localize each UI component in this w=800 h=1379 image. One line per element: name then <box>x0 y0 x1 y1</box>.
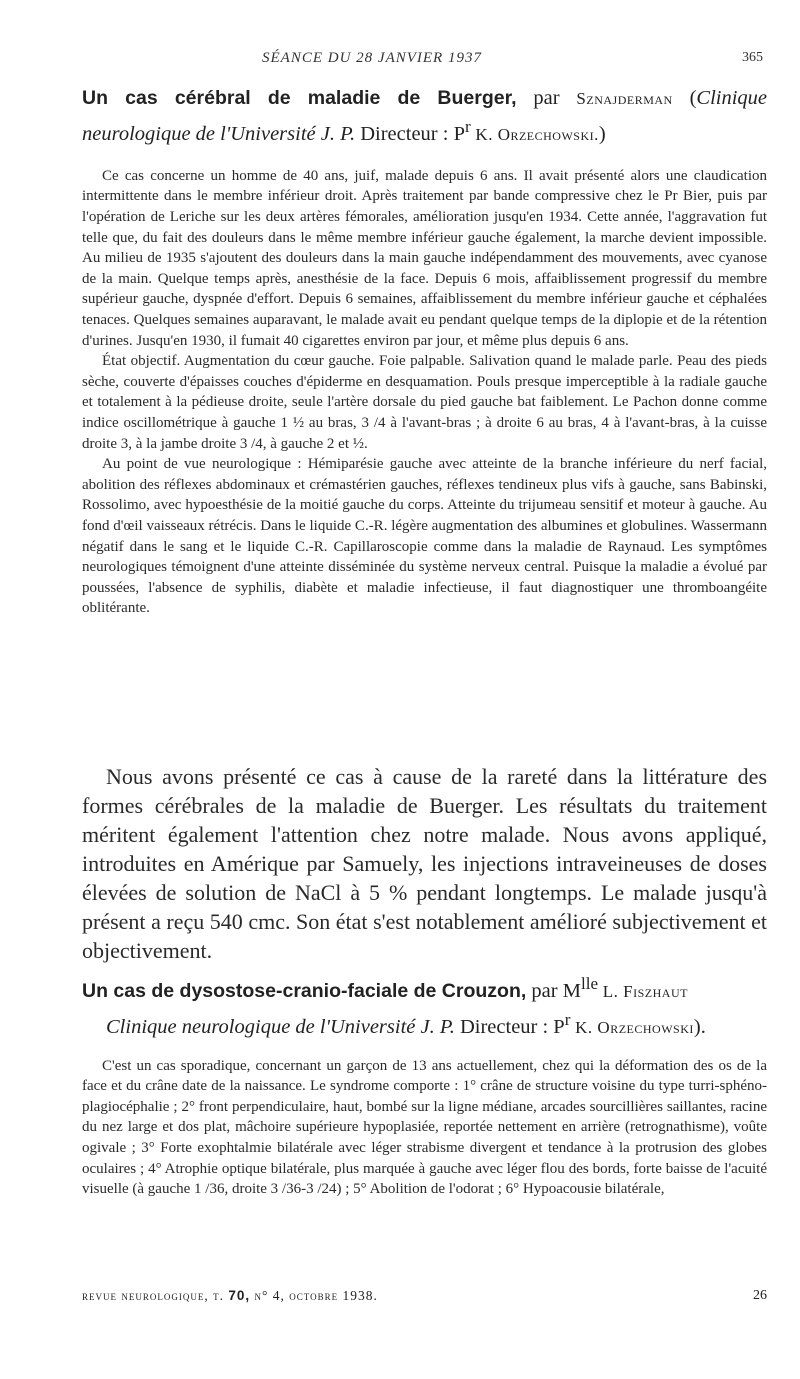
article-heading <box>82 84 767 149</box>
page-footer <box>82 1288 767 1308</box>
discussion-paragraph: Nous avons présenté ce cas à cause de la rareté dans la littérature des formes cérébrales de la maladie de Buerger. Les résultats du traitement méritent également l'attention chez notre malade. Nous avons appliqué, introduites en Amérique par Samuely, les injections intraveineuses de doses élevées de solution de NaCl à 5 % pendant longtemps. Le malade jusqu'à présent a reçu 540 cmc. Son état s'est notablement amélioré subjectivement et objectivement. <box>82 764 767 963</box>
page-number: 365 <box>742 50 763 65</box>
director-name: K. Orzechowski. <box>470 124 599 144</box>
by-word: par <box>516 87 577 109</box>
article-body <box>82 166 767 619</box>
syndrome-paragraph: C'est un cas sporadique, concernant un garçon de 13 ans actuellement, chez qui la déformation des os de la face et du crâne date de la naissance. Le syndrome comporte : 1° crâne de structure voisine du type turri-sphéno-plagiocéphalie ; 2° front perpendiculaire, haut, bombé sur la ligne médiane, arcades sourcillières saillantes, racine du nez large et dos plat, mâchoire supérieure hypoplasiée, reportée nettement en arrière (retrognathisme), voûte ogivale ; 3° Forte exophtalmie bilatérale avec léger strabisme divergent et tendance à la protrusion des globes oculaires ; 4° Atrophie optique bilatérale, plus marquée à gauche avec léger flou des bords, forte baisse de l'acuité visuelle (à gauche 1 /36, droite 3 /36-3 /24) ; 5° Abolition de l'odorat ; 6° Hypoacousie bilatérale, <box>82 1057 767 1198</box>
issue-date: n° 4, octobre 1938. <box>250 1288 378 1303</box>
clinic-name: Clinique neurologique de l'Université J. P. <box>106 1015 455 1038</box>
volume-number: 70, <box>228 1288 251 1303</box>
clinic-open: ( <box>672 87 697 109</box>
journal-citation <box>82 1288 378 1304</box>
clinic-close: ) <box>598 122 606 145</box>
director-title-sup: r <box>464 117 471 136</box>
director-name: K. Orzechowski <box>570 1017 694 1037</box>
by-word: par M <box>526 979 581 1002</box>
journal-name: revue neurologique, t. <box>82 1288 229 1303</box>
clinic-name: Clinique neurologique de l'Université J. P. <box>82 87 768 145</box>
running-title: SÉANCE DU 28 JANVIER 1937 <box>262 50 482 66</box>
case-history-paragraph: Ce cas concerne un homme de 40 ans, juif, malade depuis 6 ans. Il avait présenté alors une claudication intermittente dans le membre inférieur droit. Après traitement par bande compressive chez le Pr Bier, puis par l'opération de Leriche sur les deux artères fémorales, amélioration jusqu'en 1934. Cette année, l'aggravation fut telle que, du fait des douleurs dans le même membre inférieur gauche également, la marche devient impossible. Au milieu de 1935 s'ajoutent des douleurs dans la main gauche indépendamment des mouvements, avec cyanose de la main. Quelque temps après, anesthésie de la face. Depuis 6 mois, affaiblissement progressif du membre supérieur gauche, dyspnée d'effort. Depuis 6 semaines, affaiblissement du membre inférieur gauche et céphalées tenaces. Quelques semaines auparavant, le malade avait eu pendant quelque temps de la diplopie et de la rétention d'urines. Jusqu'en 1930, il fumait 40 cigarettes environ par jour, et même plus depuis 6 ans. <box>82 167 767 349</box>
author-title-sup: lle <box>580 974 599 993</box>
director-title-sup: r <box>564 1009 571 1029</box>
article-crouzon <box>82 970 767 1200</box>
author-name: L. Fiszhaut <box>598 981 688 1001</box>
article-buerger <box>82 84 767 619</box>
clinic-close: ). <box>693 1015 706 1038</box>
neurological-exam-paragraph: Au point de vue neurologique : Hémiparésie gauche avec atteinte de la branche inférieure du nerf facial, abolition des réflexes abdominaux et crémastérien gauches, réflexes tendineux plus vifs à gauche, sans Babinski, Rossolimo, avec hypoesthésie de la moitié gauche du corps. Atteinte du trijumeau sensitif et moteur à gauche. Au fond d'œil vaisseaux rétrécis. Dans le liquide C.-R. légère augmentation des albumines et globulines. Wassermann négatif dans le sang et le liquide C.-R. Capillaroscopie comme dans la maladie de Raynaud. Les symptômes neurologiques témoignent d'une atteinte disséminée du système nerveux central. Puisque la maladie a évolué par poussées, l'absence de syphilis, diabète et maladie infectieuse, il faut diagnostiquer une thromboangéite oblitérante. <box>82 456 767 617</box>
sheet-number: 26 <box>753 1288 767 1303</box>
article-title: Un cas cérébral de maladie de Buerger, <box>82 87 517 109</box>
director-prefix: Directeur : P <box>355 122 465 145</box>
discussion-block <box>82 762 767 965</box>
objective-exam-paragraph: État objectif. Augmentation du cœur gauche. Foie palpable. Salivation quand le malade parle. Peau des pieds sèche, couverte d'épaisses couches d'épiderme en desquamation. Pouls presque imperceptible à la radiale gauche et totalement à la pédieuse droite, seule l'artère dorsale du pied gauche bat faiblement. Le Pachon donne comme indice oscillométrique à gauche 1 ½ au bras, 3 /4 à l'avant-bras ; à droite 6 au bras, 4 à l'avant-bras, à la cuisse droite 3, à la jambe droite 3 /4, à gauche 2 et ½. <box>82 353 767 452</box>
author-name: Sznajderman <box>576 89 673 108</box>
article-title: Un cas de dysostose-cranio-faciale de Crouzon, <box>82 979 527 1002</box>
running-head <box>0 50 800 70</box>
article-heading <box>82 970 767 1042</box>
article-body <box>82 1056 767 1200</box>
director-prefix: Directeur : P <box>454 1015 565 1038</box>
